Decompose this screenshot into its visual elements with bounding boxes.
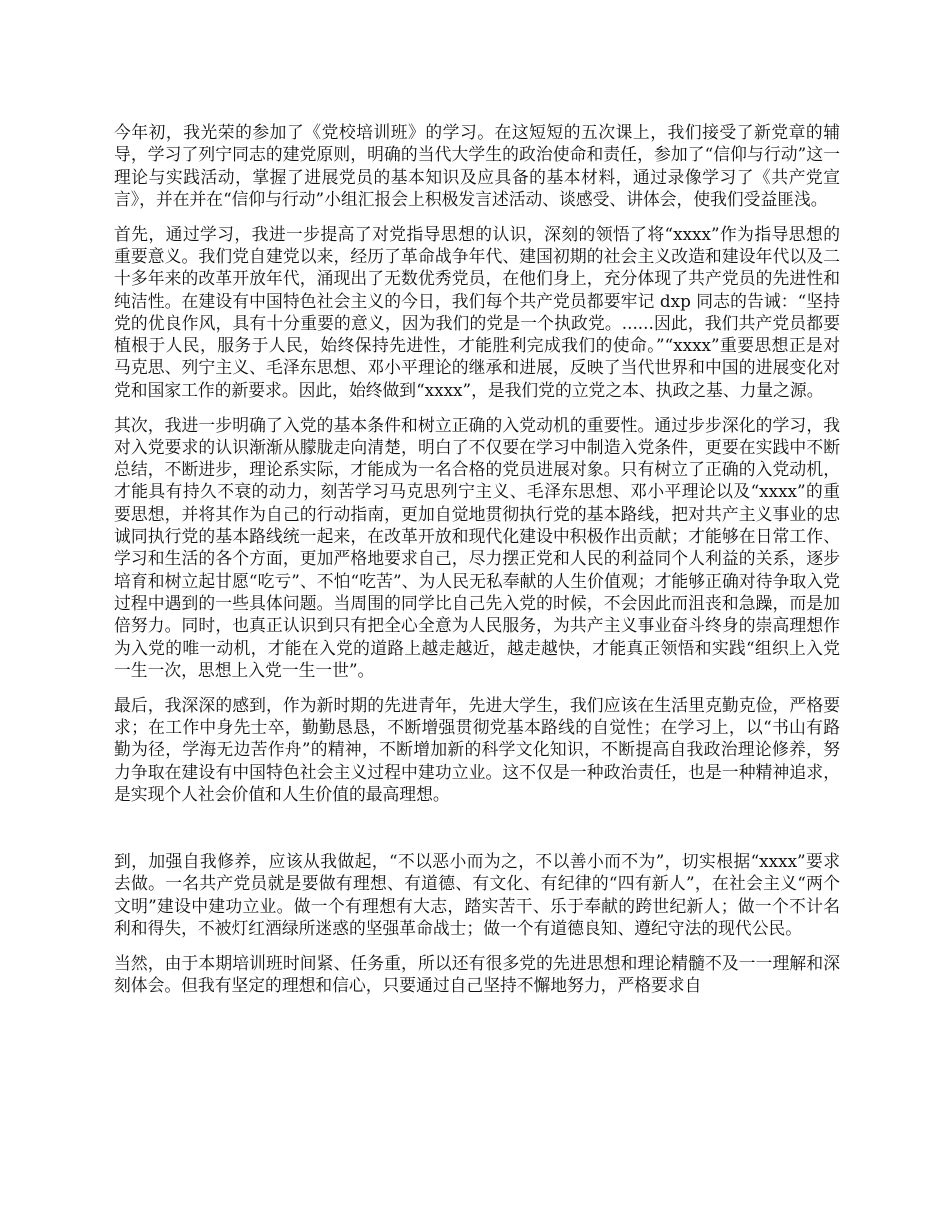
paragraph-self-cultivation: 到，加强自我修养，应该从我做起，“不以恶小而为之，不以善小而不为”，切实根据“xxxx”要求去做。一名共产党员就是要做有理想、有道德、有文化、有纪律的“四有新人”，在社会主义“两个文明”建设中建功立业。做一个有理想有大志，踏实苦干、乐于奉献的跨世纪新人；做一个不计名利和得失，不被灯红酒绿所迷惑的坚强革命战士；做一个有道德良知、遵纪守法的现代公民。 xyxy=(114,851,840,938)
paragraph-last: 最后，我深深的感到，作为新时期的先进青年，先进大学生，我们应该在生活里克勤克俭，严格要求；在工作中身先士卒，勤勤恳恳，不断增强贯彻党基本路线的自觉性；在学习上，以“书山有路勤为径，学海无边苦作舟”的精神，不断增加新的科学文化知识，不断提高自我政治理论修养，努力争取在建设有中国特色社会主义过程中建功立业。这不仅是一种政治责任，也是一种精神追求，是实现个人社会价值和人生价值的最高理想。 xyxy=(114,694,840,804)
paragraph-first: 首先，通过学习，我进一步提高了对党指导思想的认识，深刻的领悟了将“xxxx”作为指导思想的重要意义。我们党自建党以来，经历了革命战争年代、建国初期的社会主义改造和建设年代以及二十多年来的改革开放年代，涌现出了无数优秀党员，在他们身上，充分体现了共产党员的先进性和纯洁性。在建设有中国特色社会主义的今日，我们每个共产党员都要牢记 dxp 同志的告诫：“坚持党的优良作风，具有十分重要的意义，因为我们的党是一个执政党。......因此，我们共产党员都要植根于人民，服务于人民，始终保持先进性，才能胜利完成我们的使命。”“xxxx”重要思想正是对马克思、列宁主义、毛泽东思想、邓小平理论的继承和进展，反映了当代世界和中国的进展变化对党和国家工作的新要求。因此，始终做到“xxxx”，是我们党的立党之本、执政之基、力量之源。 xyxy=(114,223,840,400)
paragraph-conclusion: 当然，由于本期培训班时间紧、任务重，所以还有很多党的先进思想和理论精髓不及一一理解和深刻体会。但我有坚定的理想和信心，只要通过自己坚持不懈地努力，严格要求自 xyxy=(114,952,840,996)
paragraph-intro: 今年初，我光荣的参加了《党校培训班》的学习。在这短短的五次课上，我们接受了新党章的辅导，学习了列宁同志的建党原则，明确的当代大学生的政治使命和责任，参加了“信仰与行动”这一理论与实践活动，掌握了进展党员的基本知识及应具备的基本材料，通过录像学习了《共产党宣言》，并在并在“信仰与行动”小组汇报会上积极发言述活动、谈感受、讲体会，使我们受益匪浅。 xyxy=(114,122,840,209)
document-body xyxy=(114,121,840,1009)
paragraph-second: 其次，我进一步明确了入党的基本条件和树立正确的入党动机的重要性。通过步步深化的学习，我对入党要求的认识渐渐从朦胧走向清楚，明白了不仅要在学习中制造入党条件，更要在实践中不断总结，不断进步，理论系实际，才能成为一名合格的党员进展对象。只有树立了正确的入党动机，才能具有持久不衰的动力，刻苦学习马克思列宁主义、毛泽东思想、邓小平理论以及“xxxx”的重要思想，并将其作为自己的行动指南，更加自觉地贯彻执行党的基本路线，把对共产主义事业的忠诚同执行党的基本路线统一起来，在改革开放和现代化建设中积极作出贡献；才能够在日常工作、学习和生活的各个方面，更加严格地要求自己，尽力摆正党和人民的利益同个人利益的关系，逐步培育和树立起甘愿“吃亏”、不怕“吃苦”、为人民无私奉献的人生价值观；才能够正确对待争取入党过程中遇到的一些具体问题。当周围的同学比自己先入党的时候，不会因此而沮丧和急躁，而是加倍努力。同时，也真正认识到只有把全心全意为人民服务，为共产主义事业奋斗终身的崇高理想作为入党的唯一动机，才能在入党的道路上越走越近，越走越快，才能真正领悟和实践“组织上入党一生一次，思想上入党一生一世”。 xyxy=(114,414,840,680)
